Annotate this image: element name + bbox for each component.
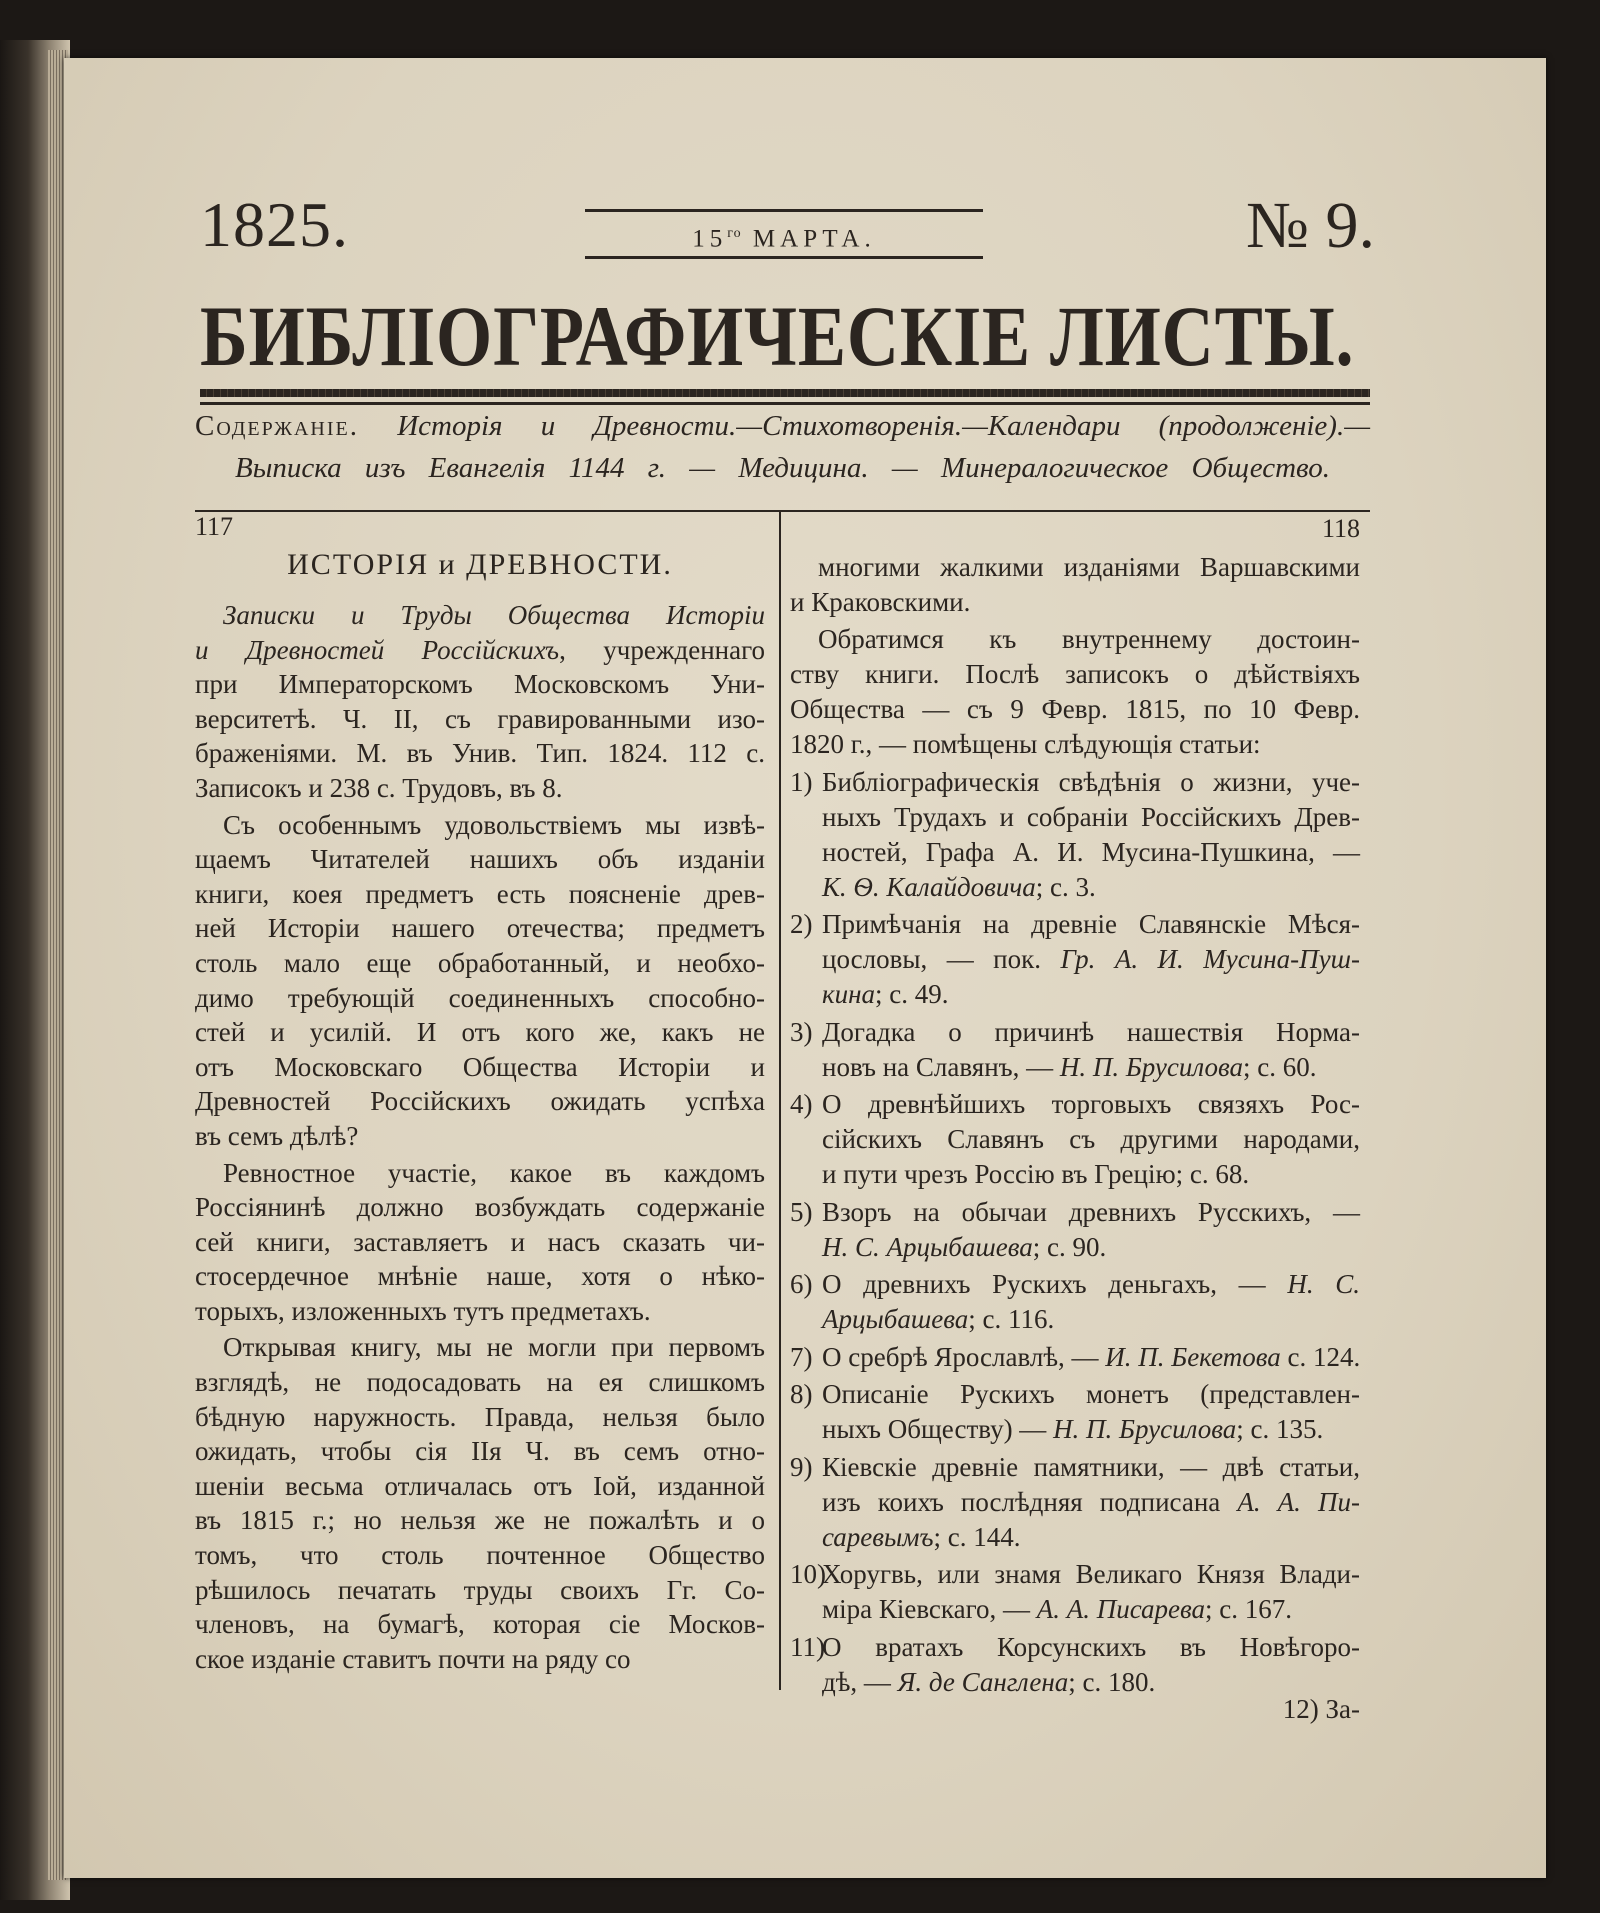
text-run: ; с. 116. bbox=[968, 1304, 1055, 1334]
paragraph bbox=[195, 598, 765, 806]
item-number: 8) bbox=[790, 1379, 813, 1409]
italic-run: К. Ѳ. Калайдовича bbox=[822, 871, 1036, 902]
text-line bbox=[195, 736, 765, 771]
item-number: 4) bbox=[790, 1089, 813, 1119]
text-run: Открывая книгу, мы не могли при первомъ bbox=[223, 1332, 765, 1363]
page-number-right: 118 bbox=[1321, 514, 1360, 543]
text-line bbox=[195, 946, 765, 981]
text-line bbox=[195, 1469, 765, 1504]
rule-thin bbox=[200, 402, 1370, 405]
text-run: Ревностное участіе, какое въ каждомъ bbox=[223, 1157, 765, 1188]
rule-thick bbox=[200, 389, 1370, 397]
text-line bbox=[822, 977, 1360, 1012]
text-line bbox=[822, 1122, 1360, 1157]
text-run: въ 1815 г.; но нельзя же не пожалѣть и о bbox=[195, 1505, 765, 1536]
text-run: браженіями. М. въ Унив. Тип. 1824. 112 с. bbox=[195, 738, 765, 769]
text-line bbox=[195, 1259, 765, 1294]
text-line bbox=[195, 1294, 765, 1329]
text-line bbox=[790, 727, 1360, 762]
text-run: ; с. 49. bbox=[875, 979, 949, 1009]
text-run: О сребрѣ Ярославлѣ, — bbox=[822, 1341, 1106, 1372]
text-line bbox=[195, 1607, 765, 1642]
text-run: стосердечное мнѣніе наше, хотя о нѣко- bbox=[195, 1261, 765, 1292]
contents-line-1 bbox=[195, 410, 1370, 443]
text-line bbox=[822, 1015, 1360, 1050]
item-number: 10) bbox=[790, 1559, 826, 1589]
text-line bbox=[195, 877, 765, 912]
text-line bbox=[822, 1520, 1360, 1555]
date-day: 15 bbox=[692, 225, 728, 253]
text-run: О древнѣйшихъ торговыхъ связяхъ Рос- bbox=[822, 1089, 1360, 1119]
item-number: 3) bbox=[790, 1016, 813, 1047]
item-number: 7) bbox=[790, 1341, 813, 1372]
text-run: торыхъ, изложенныхъ тутъ предметахъ. bbox=[195, 1295, 651, 1326]
text-run: Хоругвь, или знамя Великаго Князя Влади- bbox=[822, 1559, 1360, 1589]
contents-line-2: Выписка изъ Евангелія 1144 г. — Медицина. — Минералогическое Общество. bbox=[235, 452, 1330, 484]
text-line bbox=[195, 1642, 765, 1677]
italic-run: Н. П. Брусилова bbox=[1059, 1051, 1244, 1082]
paragraph bbox=[195, 1330, 765, 1676]
text-line bbox=[195, 1330, 765, 1365]
text-line bbox=[195, 771, 765, 806]
text-run: ству книги. Послѣ записокъ о дѣйствіяхъ bbox=[790, 659, 1360, 689]
item-number: 6) bbox=[790, 1269, 813, 1299]
text-line bbox=[195, 702, 765, 737]
text-run: ныхъ Трудахъ и собраніи Россійскихъ Древ- bbox=[822, 801, 1360, 832]
article-list-item bbox=[790, 1557, 1360, 1627]
paragraph bbox=[195, 808, 765, 1154]
text-run: ; с. 135. bbox=[1236, 1414, 1324, 1444]
text-run: ское изданіе ставитъ почти на ряду со bbox=[195, 1643, 631, 1674]
text-run: новъ на Славянъ, — bbox=[822, 1051, 1060, 1082]
text-run: Догадка о причинѣ нашествія Норма- bbox=[822, 1016, 1360, 1047]
catchword: 12) За- bbox=[1282, 1694, 1360, 1724]
text-line bbox=[822, 1630, 1360, 1665]
date-month: МАРТА. bbox=[752, 225, 876, 253]
text-line bbox=[195, 1573, 765, 1608]
text-run: шеніи весьма отличалась отъ Iой, изданной bbox=[195, 1470, 765, 1501]
contents-text-1: Исторія и Древности.—Стихотворенія.—Календари (продолженіе).— bbox=[397, 410, 1370, 442]
item-number: 11) bbox=[790, 1631, 825, 1662]
text-line bbox=[195, 1050, 765, 1085]
text-line bbox=[790, 585, 1360, 620]
text-run: О древнихъ Рускихъ деньгахъ, — bbox=[822, 1269, 1288, 1299]
article-list-item bbox=[790, 765, 1360, 905]
paragraph bbox=[790, 622, 1360, 762]
text-run: ; с. 180. bbox=[1068, 1666, 1156, 1697]
italic-run: А. А. Писарева bbox=[1036, 1594, 1206, 1624]
text-run: сей книги, заставляетъ и насъ сказать чи- bbox=[195, 1226, 765, 1257]
text-run: Общества — съ 9 Февр. 1815, по 10 Февр. bbox=[790, 694, 1360, 724]
text-line bbox=[822, 1450, 1360, 1485]
article-list-item bbox=[790, 1267, 1360, 1337]
text-line bbox=[822, 1267, 1360, 1302]
article-list-item bbox=[790, 1630, 1360, 1700]
italic-run: Я. де Санглена bbox=[897, 1666, 1069, 1697]
text-run: Съ особеннымъ удовольствіемъ мы извѣ- bbox=[223, 809, 765, 840]
text-run: цословы, — пок. bbox=[822, 944, 1061, 974]
text-run: ностей, Графа А. И. Мусина-Пушкина, — bbox=[822, 836, 1360, 867]
text-run: при Императорскомъ Московскомъ Уни- bbox=[195, 669, 765, 700]
italic-run: Н. С. Арцыбашева bbox=[822, 1231, 1033, 1262]
italic-run: Н. С. bbox=[1287, 1269, 1360, 1299]
text-line bbox=[195, 1084, 765, 1119]
text-run: 1820 г., — помѣщены слѣдующія статьи: bbox=[790, 729, 1261, 759]
item-number: 5) bbox=[790, 1196, 813, 1227]
rule-below-contents bbox=[195, 510, 1370, 512]
text-line bbox=[790, 692, 1360, 727]
text-line bbox=[195, 1190, 765, 1225]
text-run: томъ, что столь почтенное Общество bbox=[195, 1540, 765, 1571]
text-run: Взоръ на обычаи древнихъ Русскихъ, — bbox=[822, 1196, 1360, 1227]
text-run: и Краковскими. bbox=[790, 587, 971, 617]
text-line bbox=[822, 1050, 1360, 1085]
article-list-item bbox=[790, 1450, 1360, 1555]
page-number-left: 117 bbox=[195, 512, 234, 541]
contents-label: Содержаніе. bbox=[195, 410, 360, 442]
text-line bbox=[822, 1302, 1360, 1337]
text-line bbox=[822, 1377, 1360, 1412]
text-line bbox=[195, 633, 765, 668]
text-run: с. 124. bbox=[1280, 1341, 1361, 1372]
date-suffix: го bbox=[727, 226, 742, 241]
masthead-year: 1825. bbox=[200, 189, 349, 260]
text-line bbox=[822, 800, 1360, 835]
text-line bbox=[195, 808, 765, 843]
text-run: столь мало еще обработанный, и необхо- bbox=[195, 947, 765, 978]
italic-run: И. П. Бекетова bbox=[1105, 1341, 1281, 1372]
text-run: ныхъ Обществу) — bbox=[822, 1414, 1054, 1444]
article-list-item bbox=[790, 1015, 1360, 1085]
article-list-item bbox=[790, 1087, 1360, 1192]
article-list-item bbox=[790, 1340, 1360, 1375]
italic-run: кина bbox=[822, 979, 876, 1009]
article-list-item bbox=[790, 907, 1360, 1012]
text-line bbox=[195, 1119, 765, 1154]
italic-run: саревымъ bbox=[822, 1521, 934, 1552]
text-line bbox=[822, 765, 1360, 800]
masthead-title: БИБЛІОГРАФИЧЕСКІЕ ЛИСТЫ. bbox=[200, 288, 1355, 384]
article-list-item bbox=[790, 1195, 1360, 1265]
right-column bbox=[790, 548, 1360, 1700]
text-run: взглядѣ, не подосадовать на ея слишкомъ bbox=[195, 1367, 765, 1398]
text-line bbox=[195, 1400, 765, 1435]
text-run: Библіографическія свѣдѣнія о жизни, уче- bbox=[822, 766, 1360, 797]
text-line bbox=[195, 981, 765, 1016]
text-run: верситетѣ. Ч. II, съ гравированными изо- bbox=[195, 703, 765, 734]
text-line bbox=[822, 942, 1360, 977]
text-line bbox=[195, 1365, 765, 1400]
text-line bbox=[822, 1195, 1360, 1230]
item-number: 1) bbox=[790, 766, 813, 797]
section-heading: ИСТОРІЯ и ДРЕВНОСТИ. bbox=[287, 548, 673, 581]
text-line bbox=[822, 1412, 1360, 1447]
text-run: Обратимся къ внутреннему достоин- bbox=[818, 624, 1360, 654]
text-line bbox=[195, 1503, 765, 1538]
masthead-date bbox=[585, 209, 983, 259]
text-run: отъ Московскаго Общества Исторіи и bbox=[195, 1051, 765, 1082]
text-line bbox=[195, 598, 765, 633]
text-run: многими жалкими изданіями Варшавскими bbox=[818, 552, 1360, 582]
text-run: О вратахъ Корсунскихъ въ Новѣгоро- bbox=[822, 1631, 1360, 1662]
paragraph bbox=[790, 550, 1360, 620]
text-line bbox=[822, 1557, 1360, 1592]
text-line bbox=[822, 1592, 1360, 1627]
text-run: въ семъ дѣлѣ? bbox=[195, 1120, 359, 1151]
text-run: ; с. 3. bbox=[1035, 871, 1096, 902]
text-run: Россіянинѣ должно возбуждать содержаніе bbox=[195, 1192, 765, 1223]
text-run: стей и усилій. И отъ кого же, какъ не bbox=[195, 1017, 765, 1048]
text-run: и пути чрезъ Россію въ Грецію; с. 68. bbox=[822, 1159, 1250, 1189]
text-line bbox=[195, 911, 765, 946]
text-line bbox=[195, 1538, 765, 1573]
text-run: дѣ, — bbox=[822, 1666, 898, 1697]
text-line bbox=[790, 657, 1360, 692]
text-line bbox=[822, 1157, 1360, 1192]
text-run: ожидать, чтобы сія IIя Ч. въ семъ отно- bbox=[195, 1436, 765, 1467]
text-run: книги, коея предметъ есть поясненіе древ- bbox=[195, 878, 765, 909]
italic-run: и Древностей Россійскихъ bbox=[195, 634, 560, 665]
text-run: Описаніе Рускихъ монетъ (представлен- bbox=[822, 1379, 1360, 1409]
item-number: 9) bbox=[790, 1451, 813, 1482]
text-line bbox=[822, 1340, 1360, 1375]
text-run: щаемъ Читателей нашихъ объ изданіи bbox=[195, 844, 765, 875]
item-number: 2) bbox=[790, 909, 813, 939]
text-run: Кіевскіе древніе памятники, — двѣ статьи, bbox=[822, 1451, 1360, 1482]
text-run: ; с. 60. bbox=[1243, 1051, 1317, 1082]
text-line bbox=[822, 1087, 1360, 1122]
text-line bbox=[195, 667, 765, 702]
text-line bbox=[822, 1485, 1360, 1520]
text-line bbox=[195, 842, 765, 877]
text-line bbox=[822, 907, 1360, 942]
text-line bbox=[195, 1434, 765, 1469]
text-run: ; с. 90. bbox=[1032, 1231, 1107, 1262]
text-run: изъ коихъ послѣдняя подписана bbox=[822, 1486, 1238, 1517]
text-line bbox=[790, 622, 1360, 657]
italic-run: Записки и Труды Общества Исторіи bbox=[223, 600, 765, 630]
italic-run: А. А. Пи- bbox=[1237, 1486, 1360, 1517]
text-line bbox=[822, 870, 1360, 905]
left-column bbox=[195, 596, 765, 1676]
text-line bbox=[195, 1015, 765, 1050]
italic-run: Гр. А. И. Мусина-Пуш- bbox=[1060, 944, 1360, 974]
text-run: Примѣчанія на древніе Славянскіе Мѣся- bbox=[822, 909, 1360, 939]
text-run: членовъ, на бумагѣ, которая сіе Москов- bbox=[195, 1609, 765, 1640]
text-run: ; с. 167. bbox=[1205, 1594, 1293, 1624]
column-divider bbox=[779, 512, 781, 1690]
italic-run: Арцыбашева bbox=[822, 1304, 969, 1334]
text-line bbox=[195, 1225, 765, 1260]
text-run: ней Исторіи нашего отечества; предметъ bbox=[195, 913, 765, 944]
text-line bbox=[790, 550, 1360, 585]
text-line bbox=[195, 1156, 765, 1191]
text-run: Древностей Россійскихъ ожидать успѣха bbox=[195, 1086, 765, 1117]
text-run: , учрежденнаго bbox=[559, 634, 765, 665]
text-run: рѣшилось печатать труды своихъ Гг. Со- bbox=[195, 1574, 765, 1605]
text-run: Записокъ и 238 с. Трудовъ, въ 8. bbox=[195, 772, 563, 803]
text-line bbox=[822, 835, 1360, 870]
paragraph bbox=[195, 1156, 765, 1329]
text-run: бѣдную наружность. Правда, нельзя было bbox=[195, 1401, 765, 1432]
text-run: сійскихъ Славянъ съ другими народами, bbox=[822, 1124, 1360, 1154]
article-list-item bbox=[790, 1377, 1360, 1447]
text-run: міра Кіевскаго, — bbox=[822, 1594, 1037, 1624]
text-line bbox=[822, 1230, 1360, 1265]
text-run: ; с. 144. bbox=[933, 1521, 1021, 1552]
text-run: димо требующій соединенныхъ способно- bbox=[195, 982, 765, 1013]
italic-run: Н. П. Брусилова bbox=[1053, 1414, 1237, 1444]
masthead-issue-number: № 9. bbox=[1246, 189, 1375, 262]
